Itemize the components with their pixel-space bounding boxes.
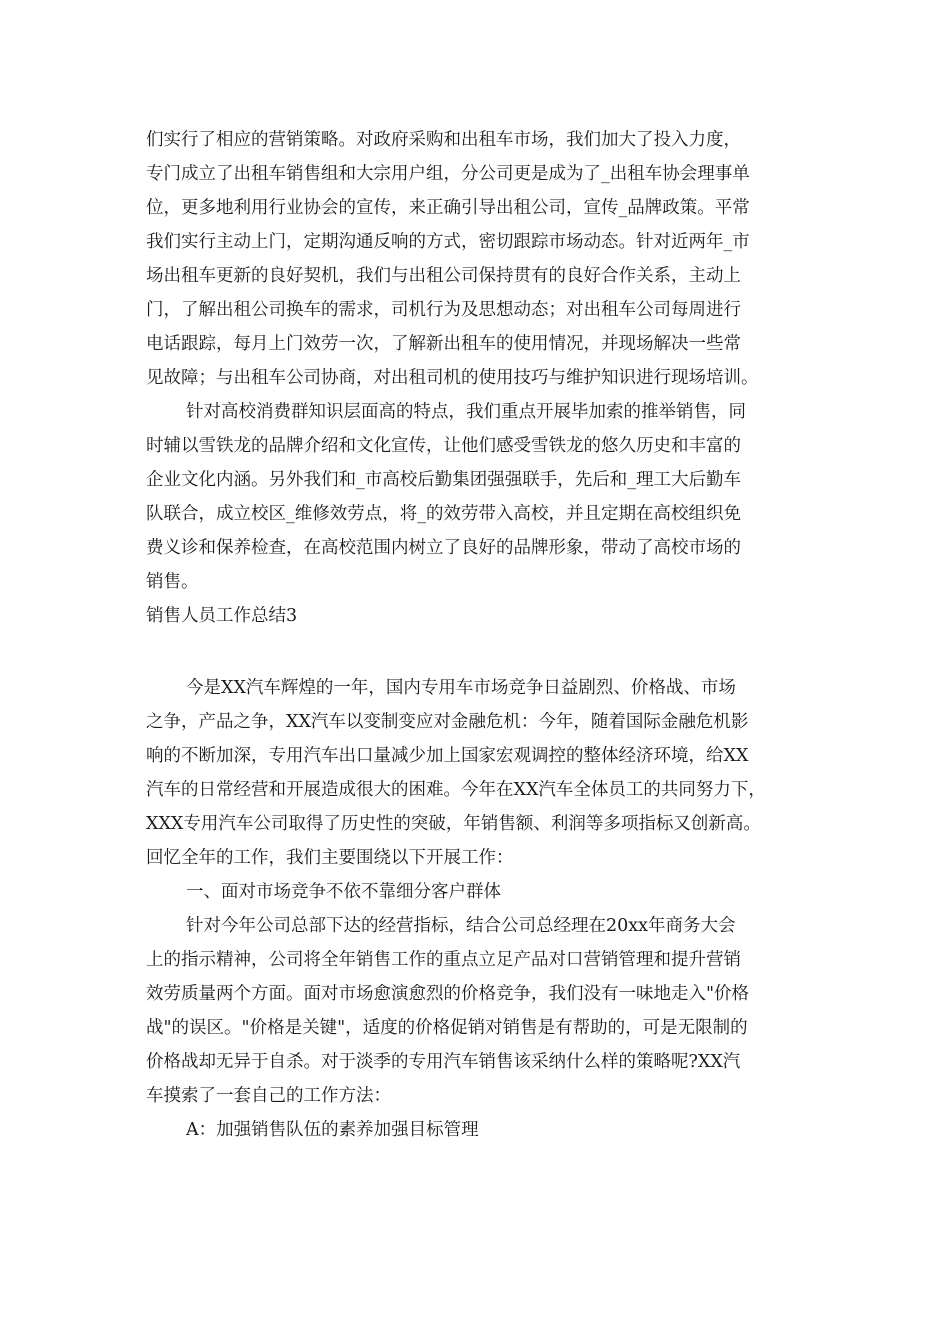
subsection-heading: 一、面对市场竞争不依不靠细分客户群体 <box>186 882 501 902</box>
paragraph-line: 价格战却无异于自杀。对于淡季的专用汽车销售该采纳什么样的策略呢?XX汽 <box>146 1052 741 1072</box>
list-item-heading: A：加强销售队伍的素养加强目标管理 <box>186 1120 479 1140</box>
paragraph-line: 时辅以雪铁龙的品牌介绍和文化宣传，让他们感受雪铁龙的悠久历史和丰富的 <box>146 436 741 456</box>
paragraph-line: 销售。 <box>146 572 199 592</box>
paragraph-line: 针对今年公司总部下达的经营指标，结合公司总经理在20xx年商务大会 <box>186 916 736 936</box>
paragraph-line: 企业文化内涵。另外我们和_市高校后勤集团强强联手，先后和_理工大后勤车 <box>146 470 741 490</box>
paragraph-line: 车摸索了一套自己的工作方法： <box>146 1086 391 1106</box>
paragraph-line: 位，更多地利用行业协会的宣传，来正确引导出租公司，宣传_品牌政策。平常 <box>146 198 750 218</box>
paragraph-line: 们实行了相应的营销策略。对政府采购和出租车市场，我们加大了投入力度， <box>146 130 741 150</box>
paragraph-line: 专门成立了出租车销售组和大宗用户组，分公司更是成为了_出租车协会理事单 <box>146 164 750 184</box>
paragraph-line: 门，了解出租公司换车的需求，司机行为及思想动态；对出租车公司每周进行 <box>146 300 741 320</box>
paragraph-line: 上的指示精神，公司将全年销售工作的重点立足产品对口营销管理和提升营销 <box>146 950 741 970</box>
paragraph-line: 见故障；与出租车公司协商，对出租司机的使用技巧与维护知识进行现场培训。 <box>146 368 759 388</box>
paragraph-line: 之争，产品之争，XX汽车以变制变应对金融危机：今年，随着国际金融危机影 <box>146 712 749 732</box>
paragraph-line: 回忆全年的工作，我们主要围绕以下开展工作： <box>146 848 514 868</box>
paragraph-line: 今是XX汽车辉煌的一年，国内专用车市场竞争日益剧烈、价格战、市场 <box>186 678 736 698</box>
paragraph-line: 效劳质量两个方面。面对市场愈演愈烈的价格竞争，我们没有一味地走入"价格 <box>146 984 750 1004</box>
paragraph-line: 费义诊和保养检查，在高校范围内树立了良好的品牌形象，带动了高校市场的 <box>146 538 741 558</box>
paragraph-line: 电话跟踪，每月上门效劳一次，了解新出租车的使用情况，并现场解决一些常 <box>146 334 741 354</box>
paragraph-line: 针对高校消费群知识层面高的特点，我们重点开展毕加索的推举销售，同 <box>186 402 746 422</box>
paragraph-line: XXX专用汽车公司取得了历史性的突破，年销售额、利润等多项指标又创新高。 <box>146 814 761 834</box>
paragraph-line: 战"的误区。"价格是关键"，适度的价格促销对销售是有帮助的，可是无限制的 <box>146 1018 748 1038</box>
paragraph-line: 我们实行主动上门，定期沟通反响的方式，密切跟踪市场动态。针对近两年_市 <box>146 232 750 252</box>
paragraph-line: 队联合，成立校区_维修效劳点，将_的效劳带入高校，并且定期在高校组织免 <box>146 504 741 524</box>
section-heading: 销售人员工作总结3 <box>146 606 298 626</box>
paragraph-line: 汽车的日常经营和开展造成很大的困难。今年在XX汽车全体员工的共同努力下， <box>146 780 766 800</box>
paragraph-line: 场出租车更新的良好契机，我们与出租公司保持贯有的良好合作关系，主动上 <box>146 266 741 286</box>
paragraph-line: 响的不断加深，专用汽车出口量减少加上国家宏观调控的整体经济环境，给XX <box>146 746 749 766</box>
